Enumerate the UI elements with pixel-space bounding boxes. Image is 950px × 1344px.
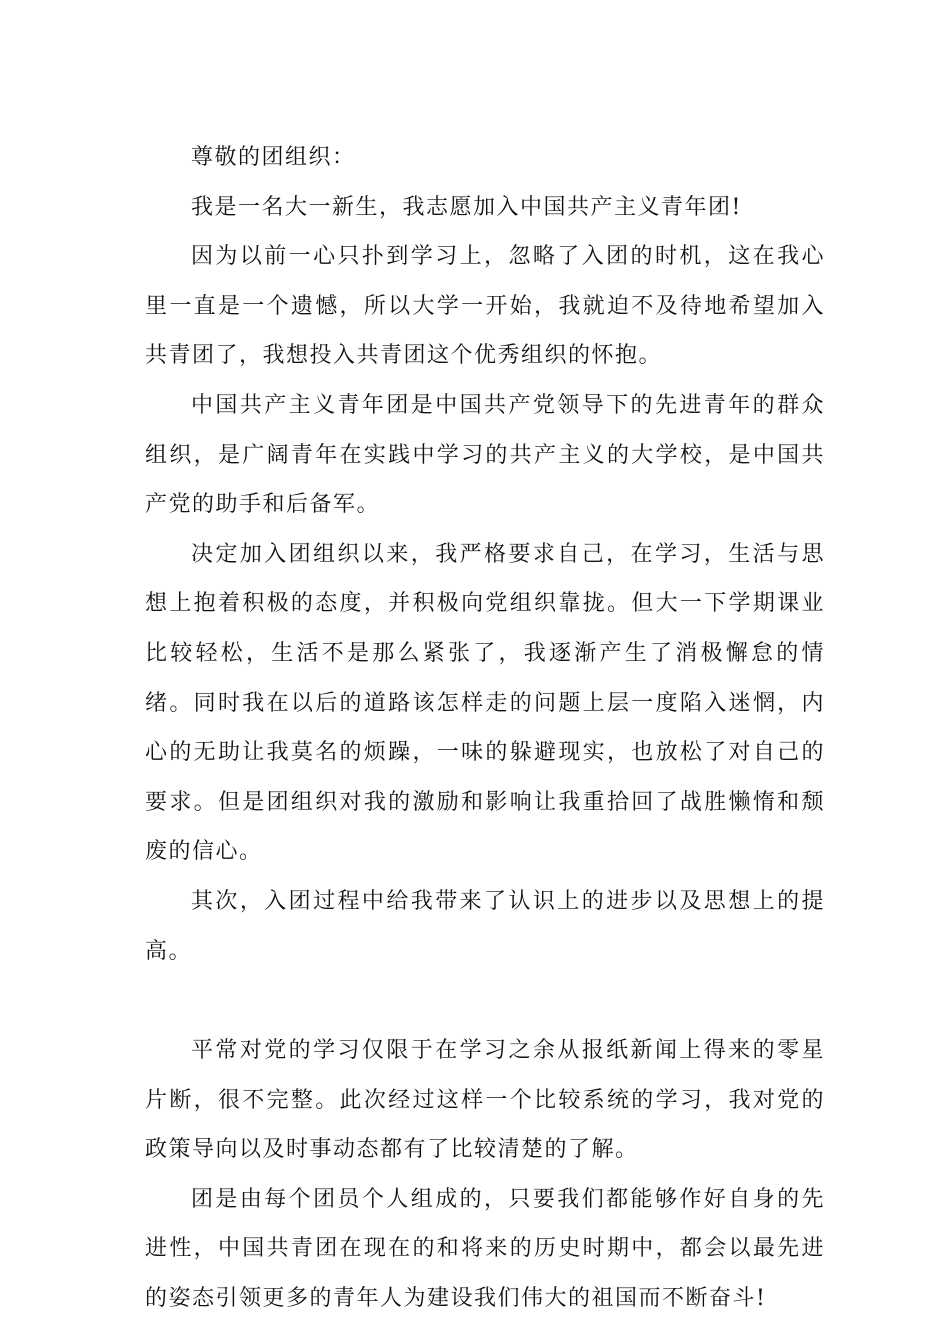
blank-line	[145, 976, 825, 1026]
salutation: 尊敬的团组织：	[191, 145, 356, 170]
paragraph: 决定加入团组织以来，我严格要求自己，在学习，生活与思想上抱着积极的态度，并积极向党组织靠拢。但大一下学期课业比较轻松，生活不是那么紧张了，我逐渐产生了消极懈怠的情绪。同时我在以后的道路该怎样走的问题上层一度陷入迷惘，内心的无助让我莫名的烦躁，一味的躲避现实，也放松了对自己的要求。但是团组织对我的激励和影响让我重拾回了战胜懒惰和颓废的信心。	[145, 541, 825, 865]
paragraph: 团是由每个团员个人组成的，只要我们都能够作好自身的先进性，中国共青团在现在的和将来的历史时期中，都会以最先进的姿态引领更多的青年人为建设我们伟大的祖国而不断奋斗!	[145, 1186, 825, 1312]
paragraph: 我是一名大一新生，我志愿加入中国共产主义青年团!	[191, 194, 742, 220]
paragraph: 其次，入团过程中给我带来了认识上的进步以及思想上的提高。	[145, 888, 825, 964]
paragraph: 因为以前一心只扑到学习上，忽略了入团的时机，这在我心里一直是一个遗憾，所以大学一开始，我就迫不及待地希望加入共青团了，我想投入共青团这个优秀组织的怀抱。	[145, 244, 825, 369]
paragraph: 中国共产主义青年团是中国共产党领导下的先进青年的群众组织，是广阔青年在实践中学习的共产主义的大学校，是中国共产党的助手和后备军。	[145, 392, 825, 518]
paragraph: 平常对党的学习仅限于在学习之余从报纸新闻上得来的零星片断，很不完整。此次经过这样一个比较系统的学习，我对党的政策导向以及时事动态都有了比较清楚的了解。	[145, 1038, 825, 1163]
letter-body	[145, 133, 825, 1324]
